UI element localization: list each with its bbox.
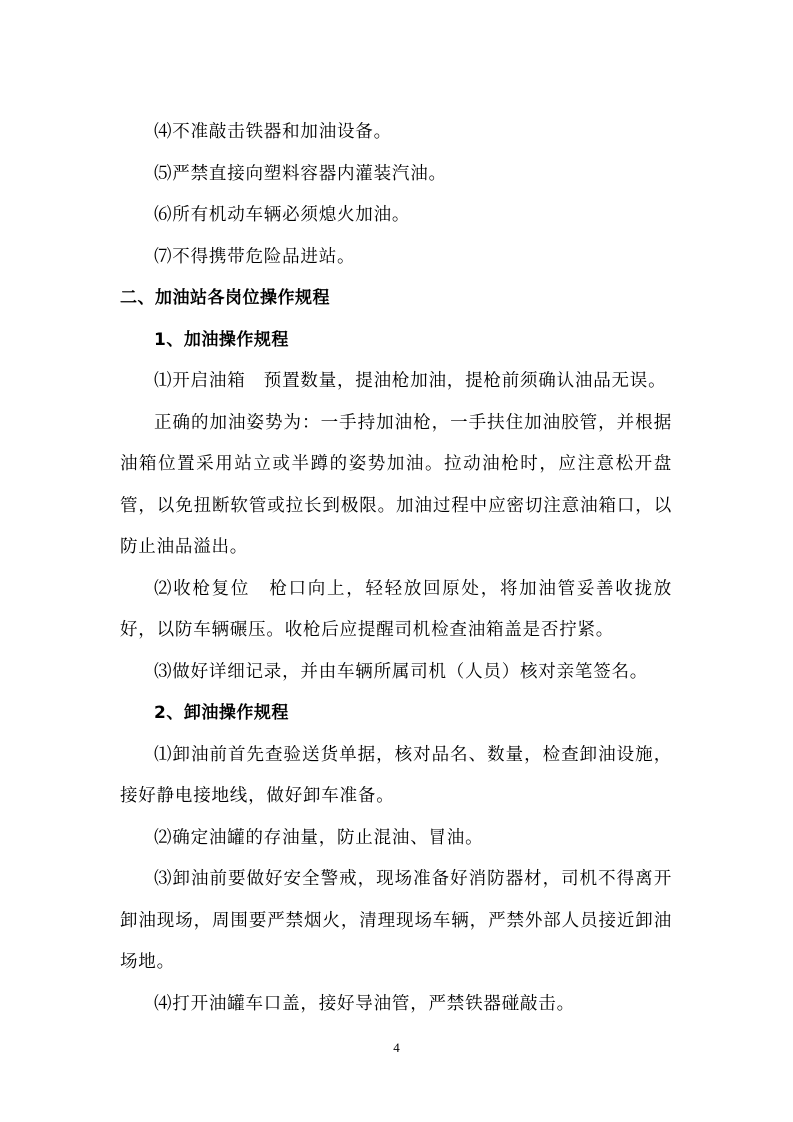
refuel-posture-paragraph: 正确的加油姿势为：一手持加油枪，一手扶住加油胶管，并根据油箱位置采用站立或半蹲的姿势加油。拉动油枪时，应注意松开盘管，以免扭断软管或拉长到极限。加油过程中应密切注意油箱口，以防止油品溢出。 <box>120 412 672 557</box>
refuel-step-2-return-nozzle: ⑵收枪复位 枪口向上，轻轻放回原处，将加油管妥善收拢放好，以防车辆碾压。收枪后应提醒司机检查油箱盖是否拧紧。 <box>120 578 672 640</box>
rule-item-4-no-striking: ⑷不准敲击铁器和加油设备。 <box>154 122 392 142</box>
unload-step-2-check-tank-level: ⑵确定油罐的存油量，防止混油、冒油。 <box>154 827 484 848</box>
unload-step-1-verify-documents: ⑴卸油前首先查验送货单据，核对品名、数量，检查卸油设施，接好静电接地线，做好卸车准备。 <box>120 744 672 806</box>
subsection-heading-unloading: 2、卸油操作规程 <box>154 703 289 723</box>
subsection-heading-refueling: 1、加油操作规程 <box>154 329 289 350</box>
unload-step-3-safety-cordon: ⑶卸油前要做好安全警戒，现场准备好消防器材，司机不得离开卸油现场，周围要严禁烟火，清理现场车辆，严禁外部人员接近卸油场地。 <box>120 869 672 972</box>
refuel-step-3-record: ⑶做好详细记录，并由车辆所属司机（人员）核对亲笔签名。 <box>154 661 649 682</box>
unload-step-4-open-cap: ⑷打开油罐车口盖，接好导油管，严禁铁器碰敲击。 <box>154 993 575 1014</box>
rule-item-5-no-plastic-containers: ⑸严禁直接向塑料容器内灌装汽油。 <box>154 163 447 184</box>
rule-item-7-no-hazardous-goods: ⑺不得携带危险品进站。 <box>154 246 356 267</box>
rule-item-6-engine-off: ⑹所有机动车辆必须熄火加油。 <box>154 205 411 225</box>
section-heading-2: 二、加油站各岗位操作规程 <box>120 288 330 308</box>
page-number: 4 <box>393 1040 400 1055</box>
document-page-body <box>120 112 672 1025</box>
refuel-step-1-open-tank: ⑴开启油箱 预置数量，提油枪加油，提枪前须确认油品无误。 <box>154 371 667 391</box>
